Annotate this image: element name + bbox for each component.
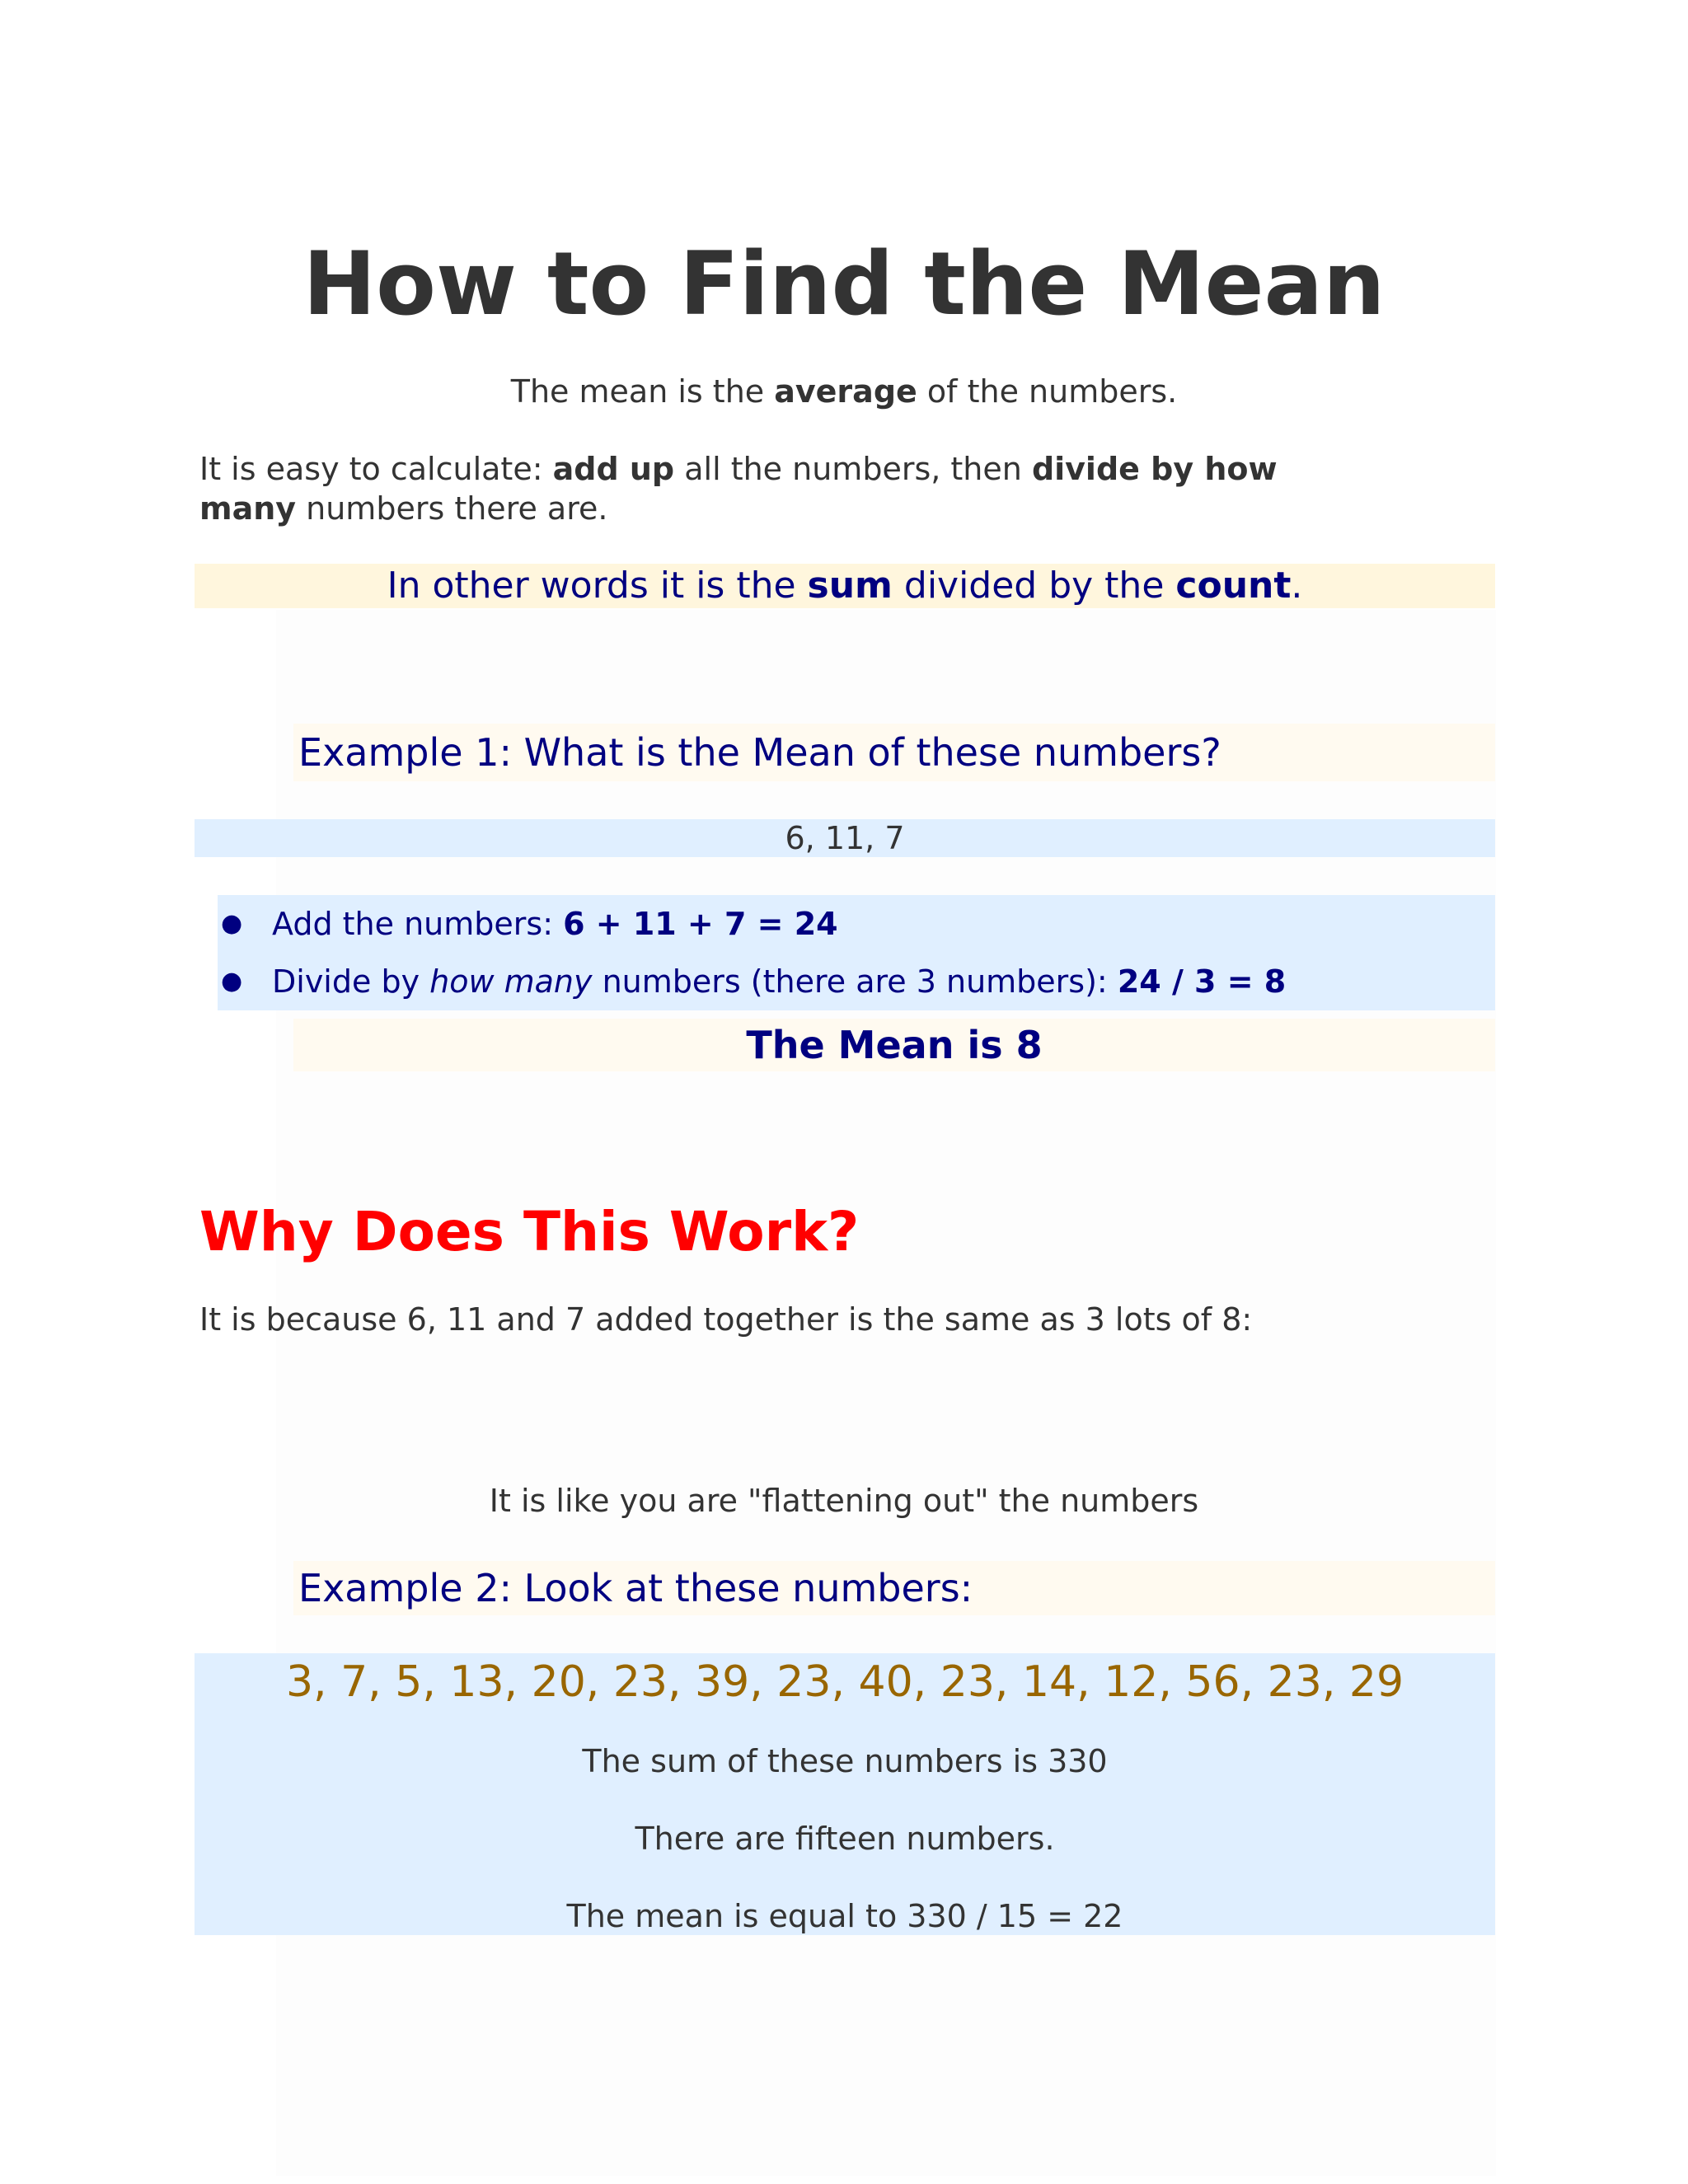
highlight-text: .: [1291, 565, 1303, 607]
list-item: [218, 953, 1495, 1010]
why-heading: Why Does This Work?: [199, 1200, 860, 1263]
intro-text: The mean is the: [510, 373, 775, 410]
bullet-icon: ●: [221, 909, 243, 938]
example-2-heading: Example 2: Look at these numbers:: [293, 1561, 1495, 1615]
step-text: Divide by: [272, 963, 430, 1000]
example-1-heading: Example 1: What is the Mean of these numbers?: [293, 724, 1495, 781]
example-2-numbers: 3, 7, 5, 13, 20, 23, 39, 23, 40, 23, 14, 12, 56, 23, 29: [285, 1657, 1404, 1707]
intro-line-1: [0, 371, 1688, 412]
list-item: [218, 895, 1495, 953]
intro-text: numbers there are.: [296, 490, 608, 527]
step-text: Add the numbers:: [272, 906, 564, 942]
intro-text: all the numbers, then: [674, 451, 1032, 487]
example-1-numbers: 6, 11, 7: [195, 819, 1495, 857]
highlight-bold: sum: [807, 565, 893, 607]
step-bold: 24 / 3 = 8: [1117, 963, 1287, 1000]
example-1-steps: [218, 895, 1495, 1010]
highlight-bold: count: [1175, 565, 1292, 607]
step-italic: how many: [429, 963, 593, 1000]
step-text: numbers (there are 3 numbers):: [592, 963, 1118, 1000]
sum-count-highlight: [195, 564, 1495, 608]
example-1-result: The Mean is 8: [293, 1019, 1495, 1071]
intro-line-2: [199, 449, 1353, 528]
example-2-mean: The mean is equal to 330 / 15 = 22: [566, 1898, 1123, 1934]
intro-bold: divide by how many: [199, 451, 1278, 527]
bullet-icon: ●: [221, 967, 243, 996]
example-2-count: There are fifteen numbers.: [635, 1821, 1055, 1857]
example-2-box: [195, 1653, 1495, 1935]
why-explanation: It is because 6, 11 and 7 added together is the same as 3 lots of 8:: [199, 1301, 1253, 1338]
highlight-text: divided by the: [892, 565, 1176, 607]
step-bold: 6 + 11 + 7 = 24: [563, 906, 838, 942]
intro-bold: average: [774, 373, 917, 410]
page-title: How to Find the Mean: [302, 233, 1386, 335]
highlight-text: In other words it is the: [387, 565, 808, 607]
intro-bold: add up: [552, 451, 675, 487]
flatten-caption: It is like you are "flattening out" the numbers: [489, 1483, 1199, 1519]
example-2-sum: The sum of these numbers is 330: [582, 1743, 1108, 1779]
intro-text: It is easy to calculate:: [199, 451, 553, 487]
intro-text: of the numbers.: [917, 373, 1178, 410]
